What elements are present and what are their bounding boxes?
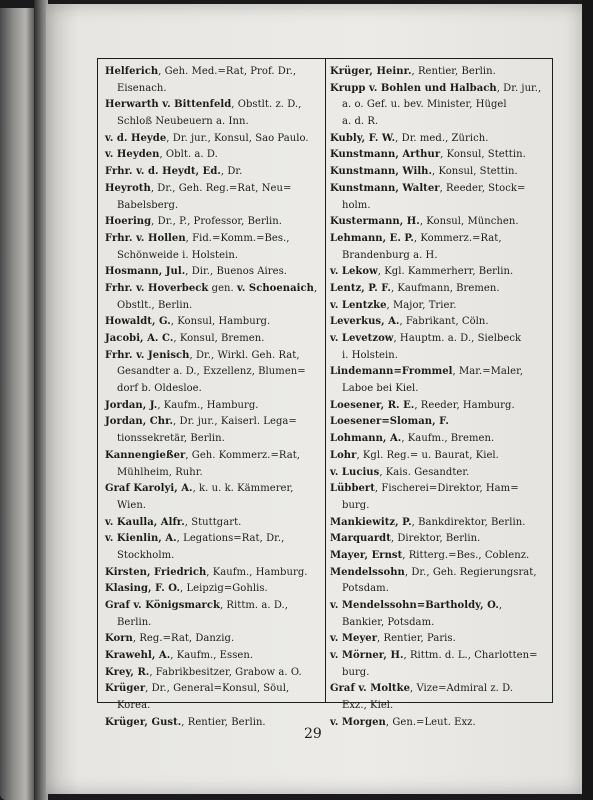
entry-line	[105, 615, 319, 632]
entry-line	[105, 198, 319, 215]
entry-detail: , Fabrikbesitzer, Grabow a. O.	[149, 666, 302, 678]
entry-line	[330, 448, 548, 465]
column-divider	[325, 59, 326, 702]
scan-border-right	[582, 0, 593, 800]
entry-detail: , Vize=Admiral z. D.	[410, 683, 514, 695]
entry-detail: Berlin.	[117, 616, 152, 628]
entry-name: Herwarth v. Bittenfeld	[105, 99, 232, 111]
entry-detail: , Bankdirektor, Berlin.	[411, 516, 526, 528]
entry-detail: , Kaufm., Hamburg.	[157, 399, 259, 411]
entry-line	[105, 548, 319, 565]
entry-detail: , Dr., Geh. Reg.=Rat, Neu=	[150, 182, 292, 194]
entry-line	[330, 481, 548, 498]
entry-detail: Korea.	[117, 700, 151, 712]
entry-detail: gen.	[208, 282, 237, 294]
entry-line	[330, 431, 548, 448]
entry-line	[330, 147, 548, 164]
entry-detail: Eisenach.	[117, 82, 167, 94]
entry-detail: , Rentier, Paris.	[377, 633, 456, 645]
entry-line	[330, 381, 548, 398]
entry-name: Jordan, J.	[105, 399, 158, 411]
entry-name: v. Mendelssohn=Bartholdy, O.	[330, 600, 499, 611]
entry-name: Heyroth	[105, 182, 151, 194]
entry-line	[330, 181, 548, 198]
entry-name: Loesener, R. E.	[330, 399, 415, 411]
entry-line	[330, 248, 548, 265]
entry-line	[105, 81, 319, 98]
entry-line	[105, 681, 319, 698]
entry-detail: , Fischerei=Direktor, Ham=	[374, 483, 519, 495]
entry-line	[330, 581, 548, 598]
entry-name: v. Mörner, H.	[330, 650, 404, 662]
entry-line	[330, 114, 548, 131]
entry-name: v. Lucius	[330, 466, 380, 478]
entry-line	[105, 381, 319, 398]
entry-name: Kubly, F. W.	[330, 132, 396, 144]
entry-detail: ,	[313, 282, 318, 294]
entry-name: Kunstmann, Arthur	[330, 149, 441, 161]
entry-detail: , Gen.=Leut. Exz.	[385, 716, 476, 728]
entry-line	[105, 64, 319, 81]
entry-detail: , Rittm. a. D.,	[219, 600, 289, 611]
entry-name: Krüger	[105, 683, 146, 695]
entry-detail: burg.	[342, 499, 370, 511]
entry-line	[105, 665, 319, 682]
entry-line	[330, 465, 548, 482]
entry-detail: , Kais. Gesandter.	[379, 466, 470, 478]
entry-line	[330, 131, 548, 148]
entry-detail: Exz., Kiel.	[342, 700, 394, 712]
entry-detail: Gesandter a. D., Exzellenz, Blumen=	[117, 366, 306, 378]
entry-line	[105, 214, 319, 231]
entry-name: Mendelssohn	[330, 566, 405, 578]
entry-detail: Wien.	[117, 499, 147, 511]
entry-detail: Obstlt., Berlin.	[117, 299, 193, 311]
entry-detail: , Reg.=Rat, Danzig.	[132, 633, 235, 645]
entry-detail: Laboe bei Kiel.	[342, 383, 419, 395]
entry-detail: a. d. R.	[342, 116, 379, 128]
entry-detail: , Dr., Geh. Regierungsrat,	[404, 566, 537, 578]
entry-detail: , Reeder, Stock=	[439, 182, 526, 194]
entry-line	[330, 414, 548, 431]
entry-detail: , k. u. k. Kämmerer,	[192, 483, 294, 495]
entry-detail: , Kommerz.=Rat,	[413, 232, 502, 244]
left-column	[105, 64, 319, 732]
entry-detail: , Kgl. Reg.= u. Baurat, Kiel.	[356, 449, 499, 461]
entry-name: Mayer, Ernst	[330, 549, 403, 561]
entry-name: Kannengießer	[105, 449, 186, 461]
entry-detail: holm.	[342, 199, 371, 211]
entry-line	[105, 231, 319, 248]
entry-detail: , Obstlt. z. D.,	[231, 99, 302, 111]
entry-detail: , Dr. med., Zürich.	[395, 132, 489, 144]
entry-line	[330, 198, 548, 215]
entry-detail: , Konsul, Hamburg.	[170, 316, 271, 328]
entry-line	[105, 598, 319, 615]
entry-line	[330, 698, 548, 715]
entry-line	[330, 398, 548, 415]
entry-line	[105, 565, 319, 582]
entry-name: Lohr	[330, 449, 357, 461]
entry-line	[105, 298, 319, 315]
entry-name: v. Kienlin, A.	[105, 533, 177, 545]
entry-line	[105, 314, 319, 331]
entry-name: Loesener=Sloman, F.	[330, 416, 449, 428]
entry-line	[330, 715, 548, 732]
entry-line	[105, 448, 319, 465]
entry-line	[105, 648, 319, 665]
entry-detail: , Konsul, Bremen.	[173, 333, 265, 344]
entry-detail: Babelsberg.	[117, 199, 179, 211]
entry-name: Lohmann, A.	[330, 433, 402, 445]
entry-name: v. Lentzke	[330, 299, 387, 311]
entry-detail: , Geh. Kommerz.=Rat,	[185, 449, 301, 461]
entry-line	[105, 581, 319, 598]
entry-line	[105, 348, 319, 365]
entry-line	[330, 97, 548, 114]
entry-line	[105, 631, 319, 648]
right-column	[330, 64, 548, 732]
entry-detail: a. o. Gef. u. bev. Minister, Hügel	[342, 99, 507, 111]
entry-detail: , Leipzig=Gohlis.	[180, 583, 268, 595]
entry-name: v. Schoenaich	[237, 282, 314, 294]
entry-detail: , Mar.=Maler,	[452, 366, 524, 378]
entry-line	[105, 131, 319, 148]
entry-detail: , Hauptm. a. D., Sielbeck	[393, 333, 522, 344]
page-number: 29	[304, 726, 322, 742]
entry-name: Korn	[105, 633, 133, 645]
entry-detail: , Dr. jur., Kaiserl. Lega=	[173, 416, 297, 428]
entry-detail: , Kaufm., Bremen.	[401, 433, 495, 445]
entry-line	[330, 631, 548, 648]
entry-detail: , Konsul, Stettin.	[432, 166, 518, 178]
entry-line	[105, 531, 319, 548]
entry-detail: ,	[498, 600, 503, 611]
entry-line	[330, 281, 548, 298]
entry-detail: , Dir., Buenos Aires.	[185, 266, 287, 278]
entry-line	[105, 515, 319, 532]
entry-line	[330, 314, 548, 331]
entry-line	[330, 515, 548, 532]
entry-name: Kunstmann, Wilh.	[330, 166, 433, 178]
entry-line	[330, 364, 548, 381]
entry-detail: , Oblt. a. D.	[159, 149, 218, 161]
entry-line	[330, 231, 548, 248]
entry-line	[330, 81, 548, 98]
entry-name: Lübbert	[330, 483, 375, 495]
entry-name: v. Heyden	[105, 149, 160, 161]
entry-line	[105, 147, 319, 164]
entry-detail: , Major, Trier.	[386, 299, 457, 311]
entry-line	[105, 431, 319, 448]
entry-detail: , Stuttgart.	[184, 516, 242, 528]
entry-name: Graf Karolyi, A.	[105, 483, 193, 495]
entry-name: Hosmann, Jul.	[105, 266, 186, 278]
entry-name: Graf v. Königsmarck	[105, 600, 220, 611]
entry-detail: , Dr., General=Konsul, Söul,	[145, 683, 290, 695]
entry-detail: , Ritterg.=Bes., Coblenz.	[402, 549, 530, 561]
entry-detail: Mühlheim, Ruhr.	[117, 466, 203, 478]
entry-line	[105, 248, 319, 265]
entry-detail: , Kaufmann, Bremen.	[390, 282, 500, 294]
entry-name: Mankiewitz, P.	[330, 516, 412, 528]
entry-line	[330, 681, 548, 698]
entry-line	[105, 114, 319, 131]
entry-detail: , Geh. Med.=Rat, Prof. Dr.,	[158, 66, 297, 77]
entry-line	[330, 615, 548, 632]
entry-name: Kirsten, Friedrich	[105, 566, 207, 578]
entry-name: v. Lekow	[330, 266, 378, 278]
left-page-edge	[0, 8, 34, 800]
entry-detail: , Kaufm., Hamburg.	[206, 566, 308, 578]
entry-detail: Brandenburg a. H.	[342, 249, 438, 261]
entry-detail: , Dr., Wirkl. Geh. Rat,	[189, 349, 300, 361]
entry-name: Howaldt, G.	[105, 316, 171, 328]
entry-line	[330, 264, 548, 281]
entry-name: Lehmann, E. P.	[330, 232, 414, 244]
entry-detail: , Kaufm., Essen.	[170, 650, 254, 662]
entry-name: Frhr. v. d. Heydt, Ed.	[105, 166, 221, 178]
entry-name: Graf v. Moltke	[330, 683, 410, 695]
entry-line	[105, 364, 319, 381]
entry-detail: , Konsul, München.	[419, 216, 519, 228]
entry-line	[330, 531, 548, 548]
entry-line	[330, 331, 548, 348]
entry-line	[105, 481, 319, 498]
entry-name: Frhr. v. Jenisch	[105, 349, 190, 361]
entry-line	[330, 565, 548, 582]
entry-line	[105, 465, 319, 482]
entry-name: Marquardt	[330, 533, 391, 545]
entry-detail: , Konsul, Stettin.	[440, 149, 526, 161]
entry-detail: burg.	[342, 666, 370, 678]
entry-detail: Stockholm.	[117, 549, 175, 561]
entry-line	[105, 398, 319, 415]
entry-name: Lindemann=Frommel	[330, 366, 453, 378]
entry-detail: , Fid.=Komm.=Bes.,	[185, 232, 290, 244]
entry-name: Krawehl, A.	[105, 650, 171, 662]
entry-name: Kustermann, H.	[330, 216, 420, 228]
entry-detail: , Rentier, Berlin.	[411, 66, 496, 77]
entry-detail: , Dr. jur., Konsul, Sao Paulo.	[166, 132, 309, 144]
entry-name: v. Meyer	[330, 633, 378, 645]
entry-detail: , Dr. jur.,	[496, 82, 542, 94]
entry-name: Klasing, F. O.	[105, 583, 180, 595]
entry-line	[105, 498, 319, 515]
entry-detail: , Dr., P., Professor, Berlin.	[151, 216, 282, 228]
entry-name: v. d. Heyde	[105, 132, 167, 144]
entry-detail: i. Holstein.	[342, 349, 398, 361]
entry-line	[330, 348, 548, 365]
entry-line	[105, 181, 319, 198]
entry-name: Krüger, Heinr.	[330, 66, 412, 77]
entry-detail: , Dr.	[220, 166, 243, 178]
entry-name: Krey, R.	[105, 666, 150, 678]
entry-detail: Potsdam.	[342, 583, 389, 595]
entry-line	[330, 498, 548, 515]
entry-line	[330, 648, 548, 665]
entry-detail: dorf b. Oldesloe.	[117, 383, 202, 395]
entry-detail: tionssekretär, Berlin.	[117, 433, 225, 445]
entry-line	[105, 281, 319, 298]
entry-name: Jordan, Chr.	[105, 416, 174, 428]
entry-detail: , Reeder, Hamburg.	[414, 399, 515, 411]
entry-detail: , Fabrikant, Cöln.	[399, 316, 489, 328]
entry-name: Leverkus, A.	[330, 316, 400, 328]
entry-name: v. Levetzow	[330, 333, 394, 344]
entry-name: Jacobi, A. C.	[105, 333, 174, 344]
entry-line	[105, 331, 319, 348]
entry-line	[330, 665, 548, 682]
entry-line	[105, 698, 319, 715]
entry-line	[105, 414, 319, 431]
entry-name: v. Kaulla, Alfr.	[105, 516, 185, 528]
entry-name: Kunstmann, Walter	[330, 182, 440, 194]
entry-line	[330, 64, 548, 81]
entry-detail: Schloß Neubeuern a. Inn.	[117, 116, 249, 128]
entry-detail: Schönweide i. Holstein.	[117, 249, 239, 261]
entry-detail: , Rittm. d. L., Charlotten=	[403, 650, 538, 662]
entry-name: Hoering	[105, 216, 152, 228]
entry-line	[330, 598, 548, 615]
entry-name: Helferich	[105, 66, 159, 77]
entry-name: Krupp v. Bohlen und Halbach	[330, 82, 497, 94]
entry-line	[105, 715, 319, 732]
entry-detail: , Rentier, Berlin.	[181, 716, 266, 728]
entry-line	[330, 298, 548, 315]
entry-name: v. Morgen	[330, 716, 386, 728]
entry-detail: , Legations=Rat, Dr.,	[176, 533, 285, 545]
entry-line	[330, 214, 548, 231]
entry-name: Krüger, Gust.	[105, 716, 182, 728]
entry-name: Lentz, P. F.	[330, 282, 391, 294]
entry-line	[105, 164, 319, 181]
entry-name: Frhr. v. Hollen	[105, 232, 186, 244]
entry-name: Frhr. v. Hoverbeck	[105, 282, 209, 294]
entry-detail: , Kgl. Kammerherr, Berlin.	[377, 266, 514, 278]
entry-line	[330, 548, 548, 565]
entry-line	[105, 264, 319, 281]
entry-line	[330, 164, 548, 181]
entry-detail: Bankier, Potsdam.	[342, 616, 435, 628]
entry-line	[105, 97, 319, 114]
entry-detail: , Direktor, Berlin.	[390, 533, 481, 545]
